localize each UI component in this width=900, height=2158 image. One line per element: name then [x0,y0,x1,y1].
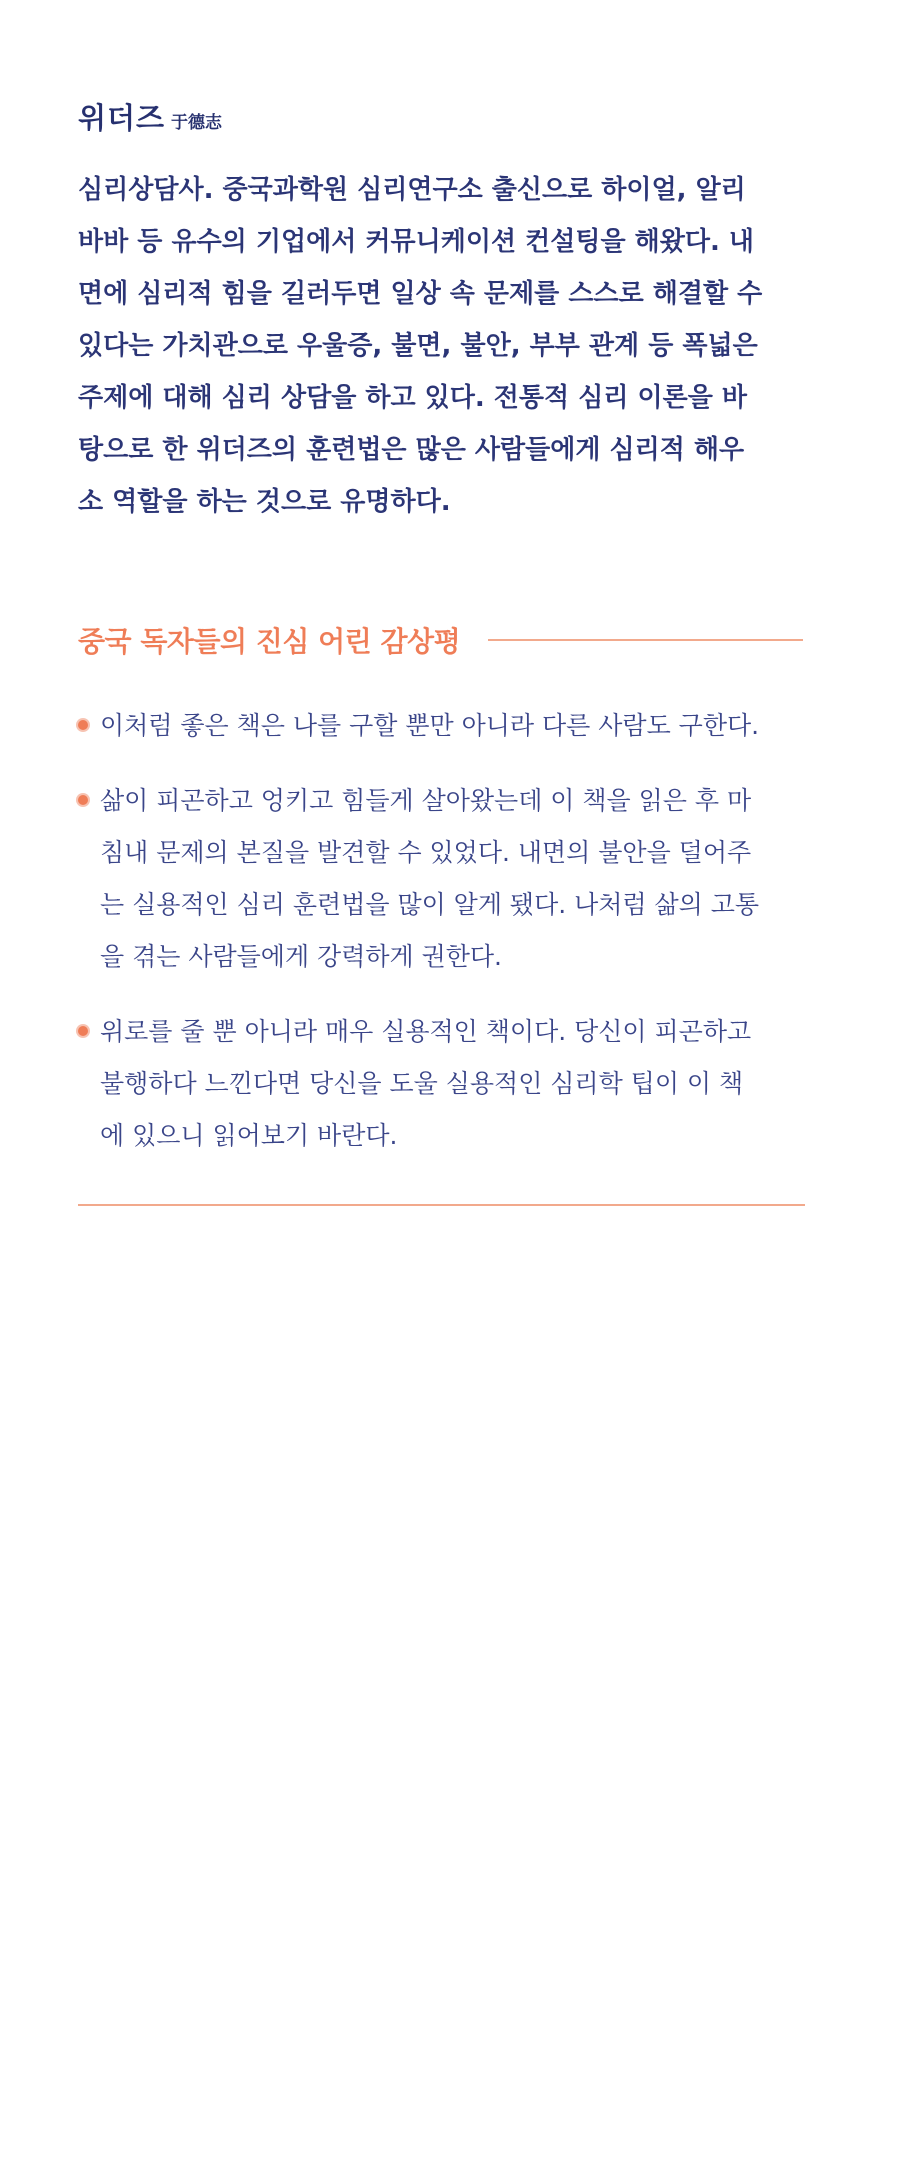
author-name-korean: 위더즈 [78,101,166,135]
review-item [78,1006,818,1162]
bio-line: 있다는 가치관으로 우울증, 불면, 불안, 부부 관계 등 폭넓은 [78,331,758,361]
reviews-heading [78,620,803,660]
review-line: 에 있으니 읽어보기 바란다. [100,1121,398,1150]
bio-line: 면에 심리적 힘을 길러두면 일상 속 문제를 스스로 해결할 수 [78,279,763,309]
bio-line: 심리상담사. 중국과학원 심리연구소 출신으로 하이얼, 알리 [78,175,746,205]
review-item [78,775,818,983]
review-line: 이처럼 좋은 책은 나를 구할 뿐만 아니라 다른 사람도 구한다. [100,711,760,740]
bio-line: 바바 등 유수의 기업에서 커뮤니케이션 컨설팅을 해왔다. 내 [78,227,755,257]
bullet-dot-icon [78,720,88,730]
heading-divider [488,639,803,641]
author-name-hanja: 于德志 [171,113,223,133]
review-line: 불행하다 느낀다면 당신을 도울 실용적인 심리학 팁이 이 책 [100,1069,744,1098]
review-line: 삶이 피곤하고 엉키고 힘들게 살아왔는데 이 책을 읽은 후 마 [100,786,752,815]
bio-line: 탕으로 한 위더즈의 훈련법은 많은 사람들에게 심리적 해우 [78,435,745,465]
reviews-list [78,700,818,1162]
author-name [78,96,222,137]
review-line: 침내 문제의 본질을 발견할 수 있었다. 내면의 불안을 덜어주 [100,838,752,867]
review-line: 는 실용적인 심리 훈련법을 많이 알게 됐다. 나처럼 삶의 고통 [100,890,760,919]
review-line: 위로를 줄 뿐 아니라 매우 실용적인 책이다. 당신이 피곤하고 [100,1017,752,1046]
bottom-divider [78,1204,805,1206]
reviews-title: 중국 독자들의 진심 어린 감상평 [78,625,461,658]
bullet-dot-icon [78,795,88,805]
review-item [78,700,818,752]
review-line: 을 겪는 사람들에게 강력하게 권한다. [100,942,502,971]
bio-line: 소 역할을 하는 것으로 유명하다. [78,487,451,517]
bio-line: 주제에 대해 심리 상담을 하고 있다. 전통적 심리 이론을 바 [78,383,748,413]
bullet-dot-icon [78,1026,88,1036]
author-bio [78,164,823,528]
